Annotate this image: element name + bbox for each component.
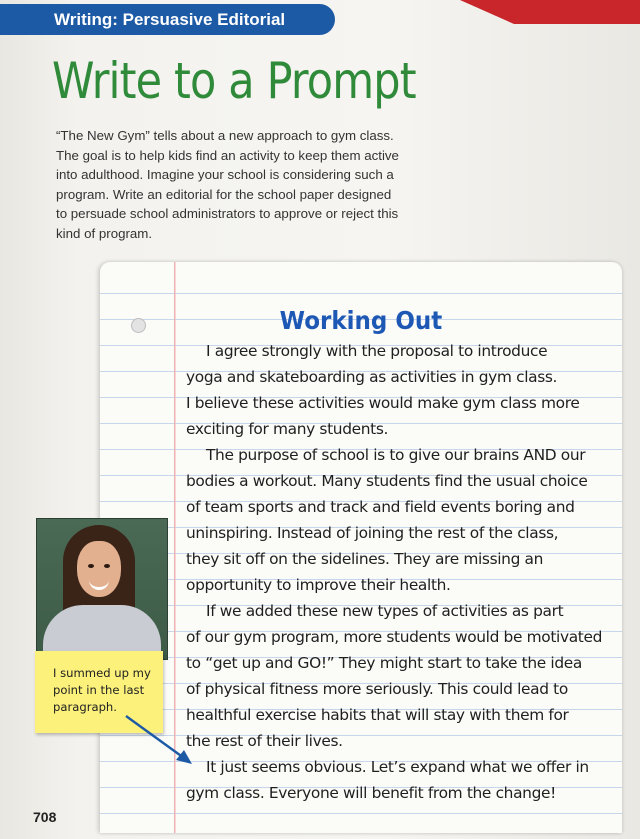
intro-line: program. Write an editorial for the school paper designed xyxy=(56,186,392,202)
essay-line: It just seems obvious. Let’s expand what we offer in xyxy=(206,758,589,776)
essay-line: I believe these activities would make gym class more xyxy=(186,394,580,412)
sticky-note-line: I summed up my xyxy=(53,666,151,680)
prompt-intro xyxy=(56,126,456,243)
essay-line: of team sports and track and field events boring and xyxy=(186,498,575,516)
sticky-note-text xyxy=(53,665,161,716)
section-tab xyxy=(40,4,335,35)
essay-line: gym class. Everyone will benefit from the change! xyxy=(186,784,556,802)
intro-line: to persuade school administrators to approve or reject this xyxy=(56,206,399,221)
intro-line: kind of program. xyxy=(56,225,153,241)
sticky-note-line: paragraph. xyxy=(53,700,117,714)
essay-line: bodies a workout. Many students find the usual choice xyxy=(186,472,588,490)
essay-line: If we added these new types of activities as part xyxy=(206,602,564,620)
section-tab-label: Writing: Persuasive Editorial xyxy=(54,10,286,29)
essay-line: of physical fitness more seriously. This could lead to xyxy=(186,680,568,698)
page-number: 708 xyxy=(33,809,57,825)
essay-line: healthful exercise habits that will stay with them for xyxy=(186,706,569,724)
intro-line: “The New Gym” tells about a new approach to gym class. xyxy=(56,128,394,143)
arrow-icon xyxy=(120,712,200,772)
essay-title: Working Out xyxy=(279,306,443,335)
essay-body xyxy=(186,338,606,806)
essay-line: they sit off on the sidelines. They are missing an xyxy=(186,550,544,568)
essay-line: exciting for many students. xyxy=(186,420,389,438)
student-photo xyxy=(36,518,168,660)
essay-line: yoga and skateboarding as activities in gym class. xyxy=(186,368,558,386)
page-title: Write to a Prompt xyxy=(52,52,416,110)
sticky-note-line: point in the last xyxy=(53,683,145,697)
page-corner-decoration xyxy=(460,0,640,24)
essay-line: I agree strongly with the proposal to introduce xyxy=(206,342,548,360)
essay-line: The purpose of school is to give our brains AND our xyxy=(206,446,586,464)
essay-line: of our gym program, more students would be motivated xyxy=(186,628,603,646)
essay-line: to “get up and GO!” They might start to take the idea xyxy=(186,654,582,672)
essay-line: opportunity to improve their health. xyxy=(186,576,451,594)
essay-line: uninspiring. Instead of joining the rest of the class, xyxy=(186,524,559,542)
essay-line: the rest of their lives. xyxy=(186,732,343,750)
intro-line: The goal is to help kids find an activity to keep them active xyxy=(56,147,399,163)
intro-line: into adulthood. Imagine your school is considering such a xyxy=(56,167,394,182)
